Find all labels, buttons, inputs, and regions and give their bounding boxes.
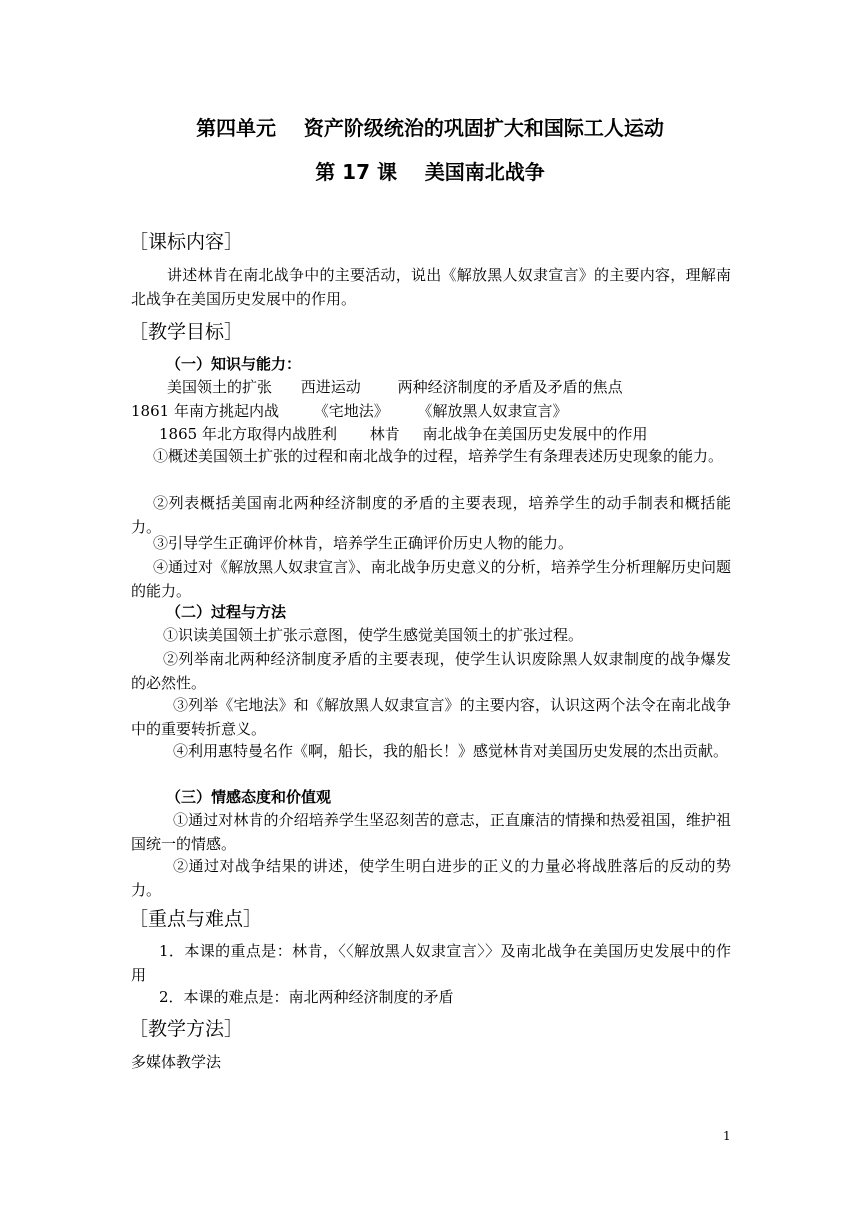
unit-title: 第四单元 资产阶级统治的巩固扩大和国际工人运动 — [196, 116, 664, 140]
keyword: 两种经济制度的矛盾及矛盾的焦点 — [397, 378, 623, 396]
process-item: ①识读美国领土扩张示意图，使学生感觉美国领土的扩张过程。 — [163, 626, 584, 644]
knowledge-item: ③引导学生正确评价林肯，培养学生正确评价历史人物的能力。 — [153, 534, 574, 552]
values-item: ②通过对战争结果的讲述，使学生明白进步的正义的力量必将战胜落后的反动的势力。 — [131, 857, 731, 899]
section-heading-standards: ［课标内容］ — [129, 231, 244, 253]
knowledge-item: ②列表概括美国南北两种经济制度的矛盾的主要表现，培养学生的动手制表和概括能力。 — [131, 494, 731, 536]
key-point-item: 1．本课的重点是：林肯，〈〈解放黑人奴隶宣言〉〉及南北战争在美国历史发展中的作用 — [131, 942, 731, 984]
keyword: 美国领土的扩张 — [167, 378, 273, 396]
section-heading-key-points: ［重点与难点］ — [129, 908, 263, 930]
knowledge-keywords — [131, 376, 731, 447]
lesson-title: 第 17 课 美国南北战争 — [315, 160, 545, 184]
keyword: 1865 年北方取得内战胜利 — [159, 425, 337, 443]
knowledge-item: ①概述美国领土扩张的过程和南北战争的过程，培养学生有条理表述历史现象的能力。 — [153, 447, 724, 465]
key-point-item: 2．本课的难点是：南北两种经济制度的矛盾 — [159, 988, 454, 1006]
page-number: 1 — [723, 1129, 731, 1143]
process-item: ③列举《宅地法》和《解放黑人奴隶宣言》的主要内容，认识这两个法令在南北战争中的重要转折意义。 — [131, 696, 731, 738]
standards-text: 讲述林肯在南北战争中的主要活动，说出《解放黑人奴隶宣言》的主要内容，理解南北战争在美国历史发展中的作用。 — [131, 266, 731, 308]
process-item: ④利用惠特曼名作《啊，船长，我的船长！》感觉林肯对美国历史发展的杰出贡献。 — [173, 742, 729, 760]
subheading-values: （三）情感态度和价值观 — [166, 788, 332, 806]
section-heading-methods: ［教学方法］ — [129, 1018, 244, 1040]
keyword: 南北战争在美国历史发展中的作用 — [422, 425, 648, 443]
keyword: 西进运动 — [300, 378, 361, 396]
keyword: 《解放黑人奴隶宣言》 — [417, 401, 568, 420]
subheading-knowledge: （一）知识与能力： — [166, 355, 302, 373]
keyword: 林肯 — [369, 425, 400, 443]
methods-text: 多媒体教学法 — [131, 1053, 222, 1071]
knowledge-item: ④通过对《解放黑人奴隶宣言》、南北战争历史意义的分析，培养学生分析理解历史问题的能力。 — [131, 558, 731, 600]
keyword: 《宅地法》 — [313, 401, 389, 420]
section-heading-objectives: ［教学目标］ — [129, 321, 244, 343]
subheading-process: （二）过程与方法 — [166, 603, 287, 621]
process-item: ②列举南北两种经济制度矛盾的主要表现，使学生认识废除黑人奴隶制度的战争爆发的必然性。 — [131, 650, 731, 692]
keyword: 1861 年南方挑起内战 — [131, 401, 279, 420]
values-item: ①通过对林肯的介绍培养学生坚忍刻苦的意志，正直廉洁的情操和热爱祖国，维护祖国统一的情感。 — [131, 811, 731, 853]
